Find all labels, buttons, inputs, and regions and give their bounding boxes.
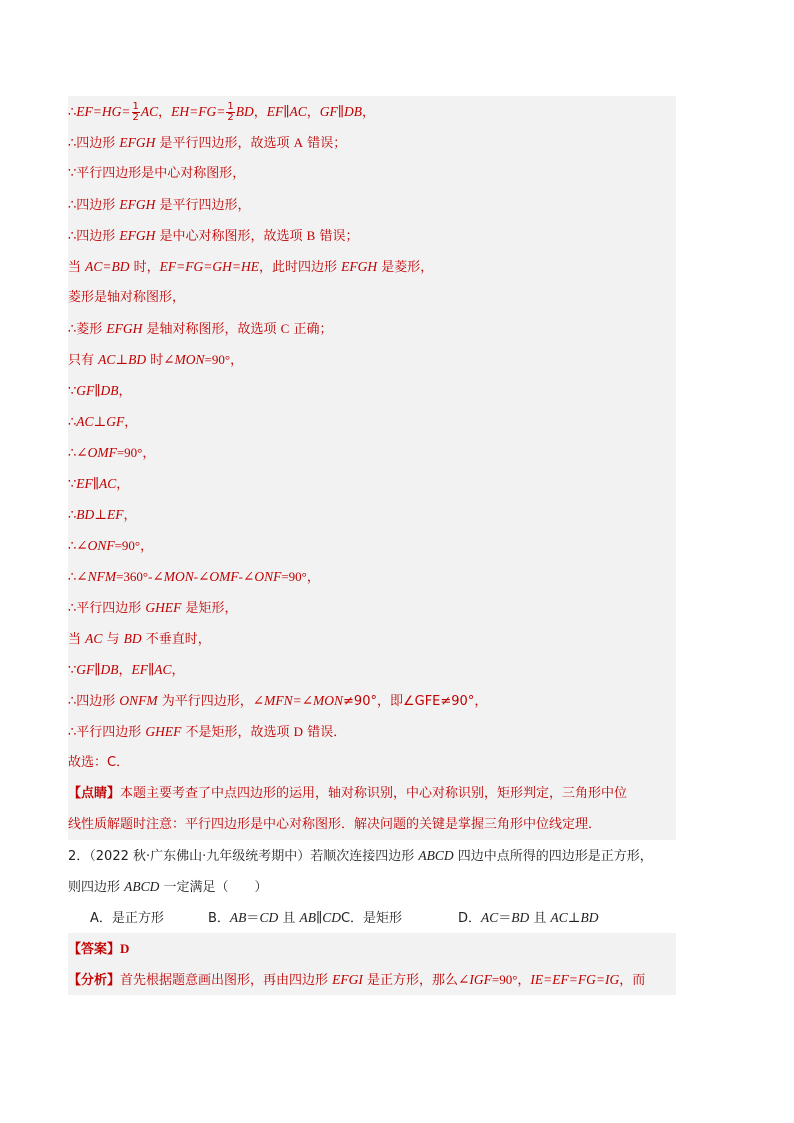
math-expr: EFGH — [119, 228, 156, 243]
math-expr: EFGH — [341, 259, 378, 274]
math-op: - — [238, 569, 244, 584]
analysis-text: ，而 — [619, 973, 646, 988]
answer-options — [68, 902, 676, 933]
text: 时 — [146, 353, 164, 368]
math-op: ＝ — [246, 911, 260, 926]
math-expr: AB — [229, 910, 247, 925]
math-expr: ABCD — [418, 848, 454, 863]
math-expr: ∠MON — [163, 352, 205, 367]
fraction-denominator: 2 — [227, 112, 234, 123]
text: 是菱形， — [377, 260, 434, 275]
math-expr: EF∥AC — [266, 104, 307, 119]
math-expr: AC⊥BD — [98, 352, 147, 367]
math-op: - — [193, 569, 199, 584]
text: ∴四边形 — [68, 694, 120, 709]
math-expr: AC⊥BD — [550, 910, 599, 925]
line-8 — [68, 313, 676, 344]
text: 不是矩形，故选项 — [181, 725, 294, 740]
option-c: C．是矩形 — [340, 911, 403, 926]
fraction-half — [132, 102, 140, 123]
option-b — [208, 902, 341, 933]
text: 是轴对称图形，故选项 — [142, 322, 281, 337]
line-1 — [68, 96, 676, 127]
text: 当 — [68, 260, 86, 275]
math-expr: GF∥DB — [319, 104, 362, 119]
punct: ， — [362, 105, 376, 120]
math-expr: GHEF — [145, 600, 182, 615]
text: 且 — [278, 911, 300, 926]
math-expr: GHEF — [145, 724, 182, 739]
line-23-comment — [68, 778, 676, 809]
punct: ， — [253, 105, 267, 120]
therefore-symbol: ∴ — [68, 105, 77, 120]
because-symbol: ∵ — [68, 663, 77, 678]
math-expr: EF∥AC — [131, 662, 172, 677]
math-value: =360°- — [116, 569, 153, 584]
punct: ， — [158, 105, 172, 120]
math-expr: EFGH — [106, 321, 143, 336]
text: ∴平行四边形 — [68, 601, 146, 616]
question-text: 四边中点所得的四边形是正方形， — [453, 849, 653, 864]
text: ∴四边形 — [68, 229, 120, 244]
text: 是中心对称图形，故选项 — [155, 229, 307, 244]
math-expr: ∠ONF — [76, 538, 115, 553]
line-13 — [68, 468, 676, 499]
text: 与 — [102, 632, 124, 647]
text: 时， — [129, 260, 160, 275]
comment-text: 本题主要考查了中点四边形的运用，轴对称识别，中心对称识别，矩形判定，三角形中位 — [120, 786, 628, 801]
math-expr: ∠NFM — [76, 569, 117, 584]
math-expr: EH=FG= — [171, 104, 226, 119]
option-b-label: B． — [208, 911, 230, 926]
math-value: =90°， — [491, 972, 531, 987]
line-18 — [68, 623, 676, 654]
fraction-numerator: 1 — [227, 101, 234, 112]
math-expr: EF∥AC — [76, 476, 117, 491]
answer-label: 【答案】 — [68, 942, 121, 957]
math-value: =90°， — [204, 352, 244, 367]
math-expr: AC — [480, 910, 499, 925]
punct: ， — [171, 663, 185, 678]
therefore-symbol: ∴ — [68, 446, 77, 461]
line-5 — [68, 220, 676, 251]
math-value: =90°， — [114, 538, 154, 553]
math-expr: BD — [511, 910, 530, 925]
line-17 — [68, 592, 676, 623]
line-24 — [68, 809, 676, 840]
math-expr: AC=BD — [85, 259, 130, 274]
text: ，此时四边形 — [258, 260, 342, 275]
question-2-line-1 — [68, 840, 676, 871]
text: ∴四边形 — [68, 136, 120, 151]
math-expr: ABCD — [124, 879, 160, 894]
math-expr: AB∥CD — [299, 910, 341, 925]
math-expr: ∠MON — [152, 569, 194, 584]
line-7 — [68, 282, 676, 313]
math-expr: GF∥DB — [76, 662, 119, 677]
option-a: A．是正方形 — [90, 911, 164, 926]
question-text: 2．（2022 秋·广东佛山·九年级统考期中）若顺次连接四边形 — [68, 849, 419, 864]
therefore-symbol: ∴ — [68, 508, 77, 523]
fraction-denominator: 2 — [132, 112, 139, 123]
line-14 — [68, 499, 676, 530]
text: ∵平行四边形是中心对称图形， — [68, 166, 246, 181]
analysis-line — [68, 964, 676, 995]
text: 错误． — [303, 725, 347, 740]
math-expr: BD — [235, 104, 254, 119]
analysis-text: 是正方形，那么 — [362, 973, 459, 988]
text: 是平行四边形， — [155, 198, 251, 213]
math-expr: BD — [123, 631, 142, 646]
math-expr: AC — [140, 104, 159, 119]
math-expr: EFGH — [119, 197, 156, 212]
question-text: 一定满足（ ） — [159, 880, 268, 895]
math-expr: ∠OMF — [198, 569, 239, 584]
punct: ， — [118, 384, 132, 399]
math-value: =90°， — [281, 569, 320, 584]
math-expr: EFGI — [332, 972, 363, 987]
therefore-symbol: ∴ — [68, 539, 77, 554]
line-9 — [68, 344, 676, 375]
math-value: =90°， — [116, 445, 156, 460]
math-expr: AC — [85, 631, 103, 646]
question-text: 则四边形 — [68, 880, 125, 895]
line-22 — [68, 747, 676, 778]
text: ≠90°，即∠GFE≠90°， — [343, 694, 488, 709]
line-10 — [68, 375, 676, 406]
text: 当 — [68, 632, 86, 647]
text: 正确； — [289, 322, 333, 337]
therefore-symbol: ∴ — [68, 415, 77, 430]
analysis-label: 【分析】 — [68, 973, 121, 988]
document-body — [68, 96, 676, 995]
fraction-numerator: 1 — [132, 101, 139, 112]
math-expr: ∠MFN=∠MON — [252, 693, 344, 708]
line-19 — [68, 654, 676, 685]
math-expr: ∠IGF — [458, 972, 492, 987]
answer-value: D — [120, 941, 130, 956]
line-15 — [68, 530, 676, 561]
fraction-half — [226, 102, 234, 123]
math-op: ＝ — [498, 911, 512, 926]
math-expr: EF=HG= — [76, 104, 131, 119]
text: 错误； — [315, 229, 359, 244]
text: 且 — [529, 911, 551, 926]
text: 错误； — [303, 136, 347, 151]
punct: ， — [123, 508, 137, 523]
text: ∴四边形 — [68, 198, 120, 213]
option-letter: D — [293, 724, 304, 739]
text: ∴菱形 — [68, 322, 107, 337]
comment-label: 【点睛】 — [68, 786, 121, 801]
punct: ， — [118, 663, 132, 678]
math-expr: AC⊥GF — [76, 414, 125, 429]
because-symbol: ∵ — [68, 384, 77, 399]
option-d — [458, 902, 599, 933]
math-expr: CD — [259, 910, 279, 925]
because-symbol: ∵ — [68, 477, 77, 492]
punct: ， — [124, 415, 138, 430]
option-letter: C — [280, 321, 290, 336]
line-6 — [68, 251, 676, 282]
text: 是矩形， — [181, 601, 238, 616]
math-expr: IE=EF=FG=IG — [530, 972, 620, 987]
text: 只有 — [68, 353, 99, 368]
line-4 — [68, 189, 676, 220]
comment-text: 线性质解题时注意：平行四边形是中心对称图形．解决问题的关键是掌握三角形中位线定理． — [68, 817, 602, 832]
line-21 — [68, 716, 676, 747]
therefore-symbol: ∴ — [68, 570, 77, 585]
line-3 — [68, 158, 676, 189]
math-expr: GF∥DB — [76, 383, 119, 398]
math-expr: ∠ONF — [243, 569, 282, 584]
math-expr: EF=FG=GH=HE — [159, 259, 259, 274]
math-expr: BD⊥EF — [76, 507, 124, 522]
math-expr: ONFM — [119, 693, 158, 708]
text: ∴平行四边形 — [68, 725, 146, 740]
text: 菱形是轴对称图形， — [68, 290, 186, 305]
analysis-text: 首先根据题意画出图形，再由四边形 — [120, 973, 333, 988]
line-2 — [68, 127, 676, 158]
option-letter: A — [293, 135, 304, 150]
text: 是平行四边形，故选项 — [155, 136, 294, 151]
punct: ， — [306, 105, 320, 120]
answer-line — [68, 933, 676, 964]
line-11 — [68, 406, 676, 437]
line-16 — [68, 561, 676, 592]
text: 不垂直时， — [141, 632, 211, 647]
conclusion-text: 故选：C． — [68, 755, 130, 770]
text: 为平行四边形， — [157, 694, 253, 709]
line-20 — [68, 685, 676, 716]
math-expr: EFGH — [119, 135, 156, 150]
question-2-line-2 — [68, 871, 676, 902]
math-expr: ∠OMF — [76, 445, 117, 460]
punct: ， — [116, 477, 130, 492]
option-letter: B — [306, 228, 316, 243]
option-d-label: D． — [457, 911, 481, 926]
line-12 — [68, 437, 676, 468]
